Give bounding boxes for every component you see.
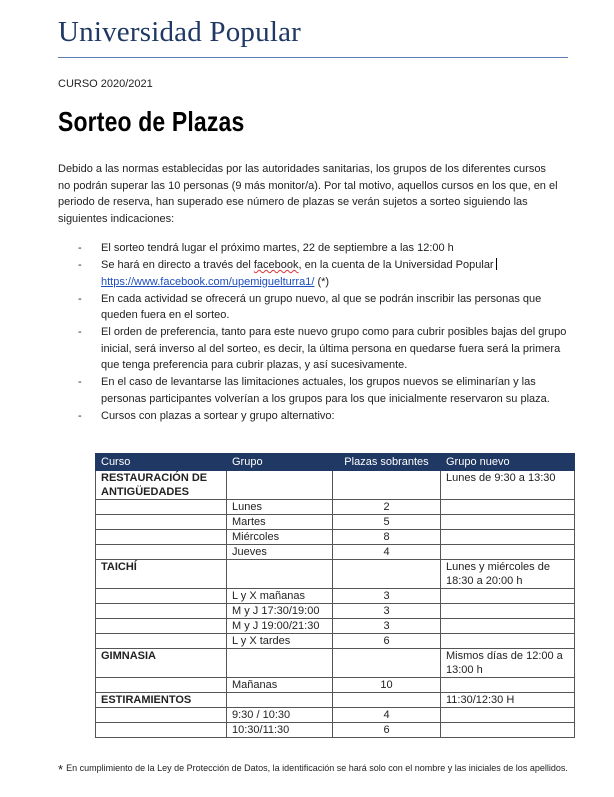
course-label: CURSO 2020/2021 (58, 78, 153, 90)
header-cell: Curso (96, 454, 227, 471)
table-cell (96, 515, 227, 530)
table-row (96, 649, 575, 678)
table-cell (96, 708, 227, 723)
bullet-text: Se hará en directo a través del (101, 259, 254, 271)
table-cell: 11:30/12:30 H (441, 693, 575, 708)
bullet-text: El orden de preferencia, tanto para este nuevo grupo como para cubrir posibles bajas del grupo inicial, será inverso al del sorteo, es decir, la última persona en quedarse fuera será la primera que tenga preferencia para cubrir plazas, y así sucesivamente. (101, 326, 567, 371)
table-cell: 3 (333, 589, 441, 604)
bullet-dash: - (78, 326, 82, 338)
table-cell: TAICHÍ (96, 560, 227, 589)
table-row (96, 678, 575, 693)
table-row (96, 604, 575, 619)
table-cell: 4 (333, 708, 441, 723)
table-header-row (96, 454, 575, 471)
footnote (58, 762, 568, 777)
table-cell: Lunes de 9:30 a 13:30 (441, 471, 575, 500)
table-row (96, 515, 575, 530)
header-cell: Grupo nuevo (441, 454, 575, 471)
table-cell (96, 545, 227, 560)
table-cell (441, 589, 575, 604)
table-cell: L y X mañanas (227, 589, 333, 604)
organization-title: Universidad Popular (58, 16, 302, 48)
table-cell: 5 (333, 515, 441, 530)
table-row (96, 634, 575, 649)
table-row (96, 545, 575, 560)
table-row (96, 471, 575, 500)
bullet-dash: - (78, 292, 82, 305)
list-item (58, 408, 568, 425)
title-divider (58, 57, 568, 58)
table-cell: 4 (333, 545, 441, 560)
table-cell: 6 (333, 723, 441, 738)
table-cell (227, 471, 333, 500)
table-cell: 10:30/11:30 (227, 723, 333, 738)
table-cell: Jueves (227, 545, 333, 560)
table-cell (333, 693, 441, 708)
table-cell: Miércoles (227, 530, 333, 545)
table-cell: 2 (333, 500, 441, 515)
table-cell: 3 (333, 619, 441, 634)
courses-table (95, 453, 575, 738)
bullet-text: En el caso de levantarse las limitaciones actuales, los grupos nuevos se eliminarían y las personas participantes volverían a los grupos para los que inicialmente reservaron su plaza. (101, 376, 550, 405)
table-cell (333, 471, 441, 500)
table-cell: 10 (333, 678, 441, 693)
table-cell (96, 604, 227, 619)
table-row (96, 560, 575, 589)
table-cell (441, 723, 575, 738)
bullet-dash: - (78, 409, 82, 422)
bullet-dash: - (78, 259, 82, 271)
table-cell: Mañanas (227, 678, 333, 693)
table-cell: ESTIRAMIENTOS (96, 693, 227, 708)
bullet-text: Cursos con plazas a sortear y grupo alternativo: (101, 409, 335, 422)
table-cell: 9:30 / 10:30 (227, 708, 333, 723)
table-cell (227, 693, 333, 708)
table-cell (441, 708, 575, 723)
list-item (58, 291, 568, 324)
list-item (58, 374, 568, 407)
table-cell: Mismos días de 12:00 a 13:00 h (441, 649, 575, 678)
table-cell (227, 649, 333, 678)
table-row (96, 708, 575, 723)
table-cell (227, 560, 333, 589)
facebook-link[interactable]: https://www.facebook.com/upemiguelturra1/ (101, 275, 315, 288)
footnote-text: En cumplimiento de la Ley de Protección de Datos, la identificación se hará solo con el nombre y las iniciales de los apellidos. (66, 763, 568, 773)
table-cell: Lunes y miércoles de 18:30 a 20:00 h (441, 560, 575, 589)
table-cell (333, 649, 441, 678)
header-cell: Plazas sobrantes (333, 454, 441, 471)
table-cell (441, 515, 575, 530)
table-cell (441, 530, 575, 545)
facebook-word: facebook (253, 259, 299, 271)
table-cell: 6 (333, 634, 441, 649)
footnote-marker: * (58, 762, 64, 777)
table-cell (441, 678, 575, 693)
bullet-text: , en la cuenta de la Universidad Popular (298, 259, 494, 271)
table-row (96, 693, 575, 708)
table-cell (96, 589, 227, 604)
intro-paragraph: Debido a las normas establecidas por las autoridades sanitarias, los grupos de los diferentes cursos no podrán superar las 10 personas (9 más monitor/a). Por tal motivo, aquellos cursos en los que, en el periodo de reserva, han superado ese número de plazas se verán sujetos a sorteo siguiendo las siguientes indicaciones: (58, 163, 558, 225)
table-cell (96, 723, 227, 738)
table-cell (333, 560, 441, 589)
table-cell (441, 634, 575, 649)
text-cursor (496, 258, 497, 270)
list-item (58, 240, 568, 257)
table-row (96, 500, 575, 515)
bullet-text: En cada actividad se ofrecerá un grupo nuevo, al que se podrán inscribir las personas que queden fuera en el sorteo. (101, 292, 542, 321)
table-row (96, 619, 575, 634)
header-cell: Grupo (227, 454, 333, 471)
table-cell: M y J 17:30/19:00 (227, 604, 333, 619)
instructions-list (58, 240, 568, 425)
table-cell: Martes (227, 515, 333, 530)
bullet-dash: - (78, 242, 82, 254)
table-row (96, 530, 575, 545)
table-cell: GIMNASIA (96, 649, 227, 678)
table-cell (96, 619, 227, 634)
table-cell (96, 500, 227, 515)
bullet-text: (*) (314, 275, 330, 288)
bullet-text: El sorteo tendrá lugar el próximo martes, 22 de septiembre a las 12:00 h (101, 242, 454, 254)
table-cell: 8 (333, 530, 441, 545)
page-title: Sorteo de Plazas (58, 106, 245, 137)
table-cell: L y X tardes (227, 634, 333, 649)
table-cell: M y J 19:00/21:30 (227, 619, 333, 634)
table-cell (441, 545, 575, 560)
table-body (96, 471, 575, 738)
table-cell (96, 678, 227, 693)
table-cell (441, 619, 575, 634)
table-cell: Lunes (227, 500, 333, 515)
table-cell (96, 530, 227, 545)
table-cell (96, 634, 227, 649)
table-cell (441, 604, 575, 619)
table-row (96, 589, 575, 604)
table-cell (441, 500, 575, 515)
bullet-dash: - (78, 376, 82, 388)
list-item (58, 257, 568, 290)
table-row (96, 723, 575, 738)
table-cell: RESTAURACIÓN DE ANTIGÜEDADES (96, 471, 227, 500)
table-cell: 3 (333, 604, 441, 619)
list-item (58, 324, 568, 374)
